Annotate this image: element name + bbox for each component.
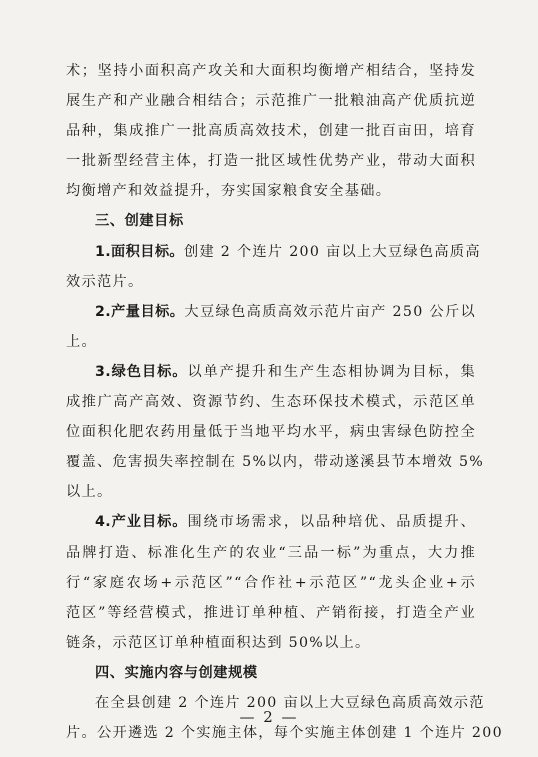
body-line: 成推广高产高效、资源节约、生态环保技术模式，示范区单 <box>66 394 476 411</box>
body-line: 片。公开遴选 2 个实施主体，每个实施主体创建 1 个连片 200 <box>66 725 503 742</box>
yield-goal-text: 大豆绿色高质高效示范片亩产 250 公斤以 <box>184 303 476 320</box>
body-line: 以上。 <box>66 484 113 501</box>
body-line: 在全县创建 2 个连片 200 亩以上大豆绿色高质高效示范 <box>95 694 485 711</box>
body-line: 效示范片。 <box>66 273 144 290</box>
body-line: 链条，示范区订单种植面积达到 50%以上。 <box>66 634 371 651</box>
body-line: 上。 <box>66 333 97 350</box>
paragraph-area-goal <box>66 237 481 267</box>
paragraph-industry-goal <box>66 507 476 537</box>
area-goal-lead: 1.面积目标。 <box>95 243 184 260</box>
body-line: 品种，集成推广一批高质高效技术，创建一批百亩田，培育 <box>66 123 476 140</box>
green-goal-lead: 3.绿色目标。 <box>95 363 188 380</box>
paragraph-yield-goal <box>66 297 476 327</box>
yield-goal-lead: 2.产量目标。 <box>95 303 185 320</box>
industry-goal-lead: 4.产业目标。 <box>95 514 188 531</box>
body-line: 品牌打造、标准化生产的农业“三品一标”为重点，大力推 <box>66 544 476 561</box>
section-heading-implementation: 四、实施内容与创建规模 <box>95 664 258 681</box>
body-line: 覆盖、危害损失率控制在 5%以内，带动遂溪县节本增效 5% <box>66 454 485 471</box>
section-heading-goals: 三、创建目标 <box>95 213 184 230</box>
paragraph-green-goal <box>66 357 476 387</box>
page-number: — 2 — <box>239 708 299 726</box>
body-line: 位面积化肥农药用量低于当地平均水平，病虫害绿色防控全 <box>66 424 476 441</box>
body-line: 行“家庭农场+示范区”“合作社+示范区”“龙头企业+示 <box>66 574 476 591</box>
body-line: 范区”等经营模式，推进订单种植、产销衔接，打造全产业 <box>66 604 476 621</box>
area-goal-text: 创建 2 个连片 200 亩以上大豆绿色高质高 <box>184 243 481 260</box>
industry-goal-text: 围绕市场需求，以品种培优、品质提升、 <box>187 514 476 531</box>
body-line: 展生产和产业融合相结合；示范推广一批粮油高产优质抗逆 <box>66 93 476 110</box>
body-line: 一批新型经营主体，打造一批区域性优势产业，带动大面积 <box>66 153 476 170</box>
body-line: 术；坚持小面积高产攻关和大面积均衡增产相结合，坚持发 <box>66 63 476 79</box>
green-goal-text: 以单产提升和生产生态相协调为目标，集 <box>187 363 476 380</box>
body-line: 均衡增产和效益提升，夯实国家粮食安全基础。 <box>66 183 392 200</box>
